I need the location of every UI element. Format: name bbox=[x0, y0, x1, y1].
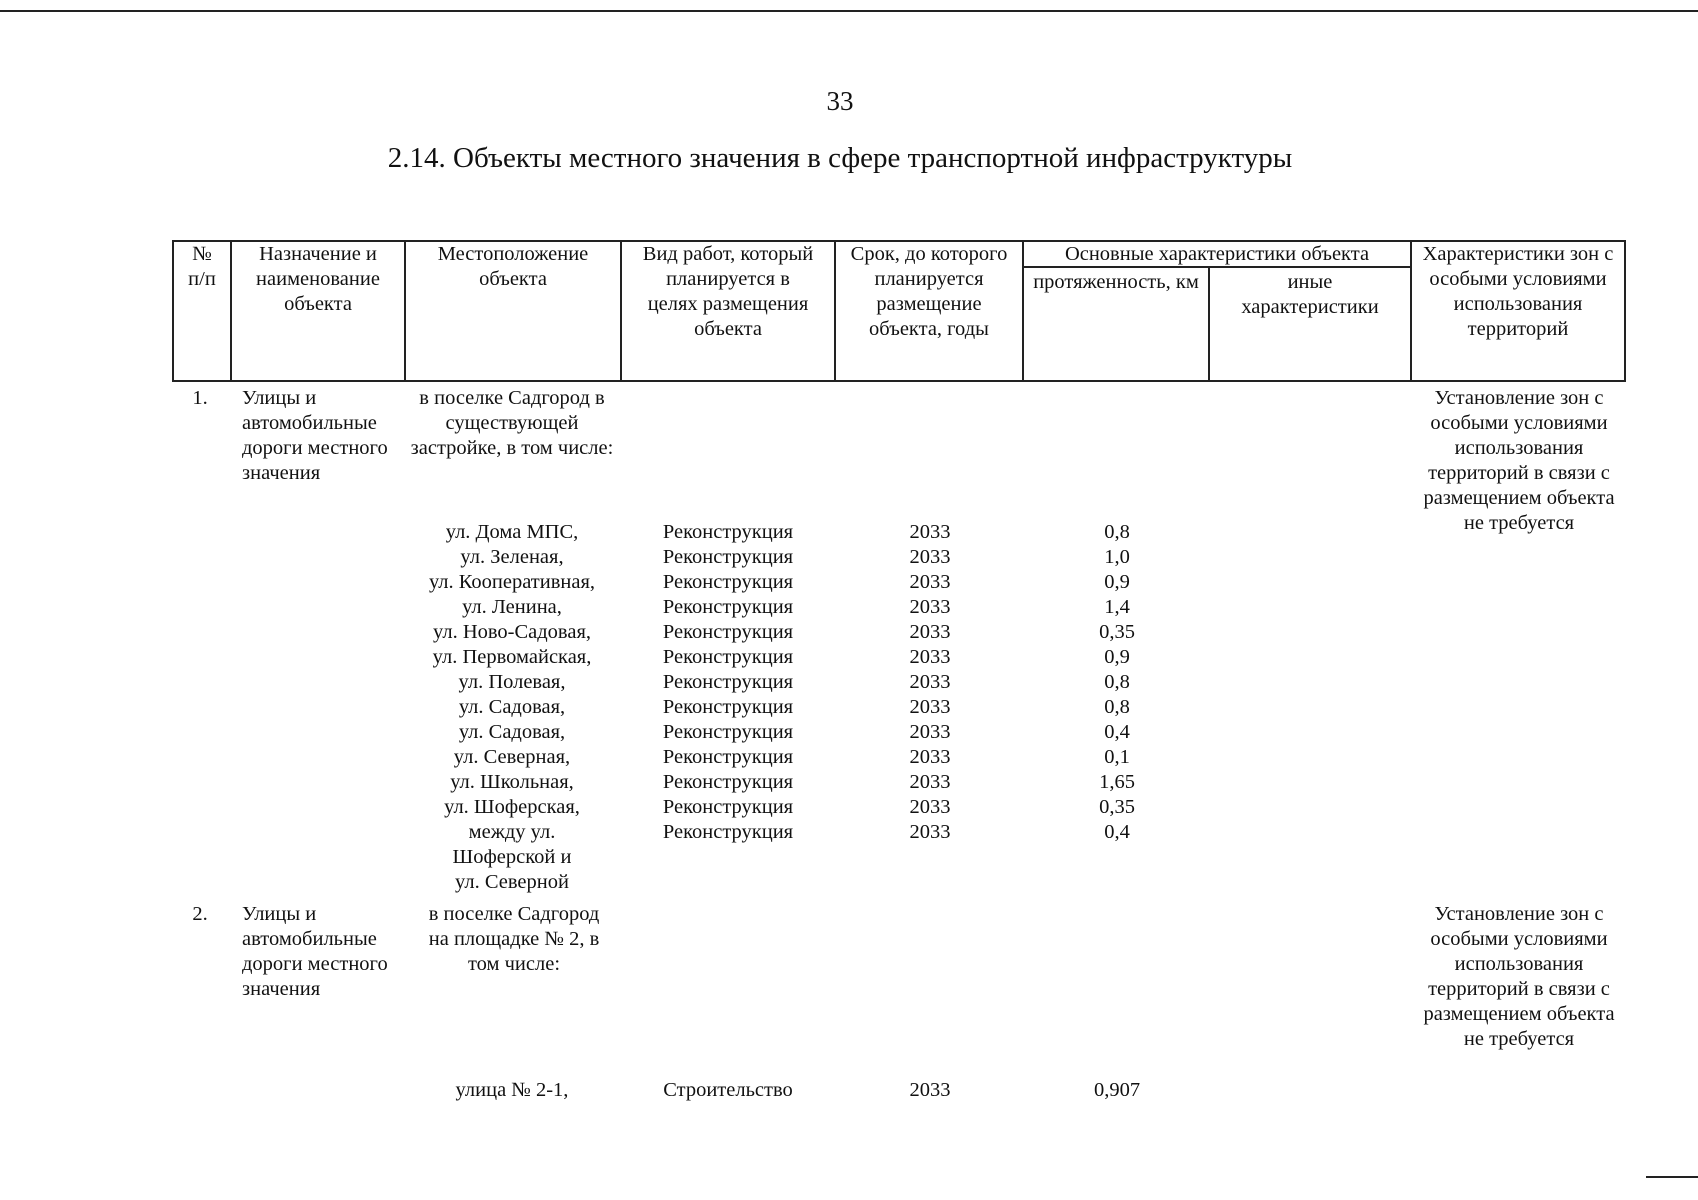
row-work: Строительство bbox=[663, 1079, 793, 1101]
row-length: 0,35 bbox=[1099, 796, 1135, 818]
row-term: 2033 bbox=[909, 821, 951, 843]
row-work: Реконструкция bbox=[662, 521, 794, 543]
row-work: Реконструкция bbox=[662, 646, 794, 668]
row-length: 0,4 bbox=[1104, 721, 1130, 743]
row-location: улица № 2-1, bbox=[455, 1079, 569, 1101]
table-row bbox=[404, 545, 1284, 570]
row-term: 2033 bbox=[909, 671, 951, 693]
row-length: 0,4 bbox=[1104, 821, 1130, 843]
row-location: ул. Дома МПС, bbox=[445, 521, 579, 543]
row-length: 1,4 bbox=[1104, 596, 1130, 618]
header-zones: Характеристики зон с особыми условиями использования территорий bbox=[1422, 243, 1614, 340]
row-length: 0,35 bbox=[1099, 621, 1135, 643]
header-location: Местоположение объекта bbox=[437, 243, 589, 290]
table-row bbox=[404, 820, 1284, 895]
object-name: Улицы и автомобильные дороги местного значения bbox=[242, 387, 388, 484]
row-work: Реконструкция bbox=[662, 771, 794, 793]
row-term: 2033 bbox=[909, 696, 951, 718]
row-term: 2033 bbox=[909, 771, 951, 793]
row-term: 2033 bbox=[909, 646, 951, 668]
row-number: 2. bbox=[192, 903, 208, 925]
row-length: 0,907 bbox=[1093, 1079, 1141, 1101]
header-main-characteristics: Основные характеристики объекта bbox=[1064, 243, 1370, 265]
zone-characteristics: Установление зон с особыми условиями использования территорий в связи с размещением объекта не требуется bbox=[1423, 903, 1615, 1050]
header-other: иные характеристики bbox=[1241, 271, 1379, 318]
row-term: 2033 bbox=[909, 746, 951, 768]
row-location: ул. Первомайская, bbox=[432, 646, 592, 668]
header-work: Вид работ, который планируется в целях размещения объекта bbox=[642, 243, 814, 340]
row-location: ул. Северная, bbox=[453, 746, 571, 768]
row-location: ул. Кооперативная, bbox=[428, 571, 596, 593]
object-location: в поселке Садгород в существующей застройке, в том числе: bbox=[410, 387, 614, 459]
row-work: Реконструкция bbox=[662, 821, 794, 843]
header-term: Срок, до которого планируется размещение объекта, годы bbox=[850, 243, 1008, 340]
table-row bbox=[404, 770, 1284, 795]
row-location: ул. Ленина, bbox=[462, 596, 562, 618]
table-row bbox=[404, 720, 1284, 745]
row-length: 0,8 bbox=[1104, 671, 1130, 693]
row-location: между ул. Шоферской и ул. Северной bbox=[452, 821, 572, 893]
row-location: ул. Зеленая, bbox=[460, 546, 564, 568]
header-name: Назначение и наименование объекта bbox=[256, 243, 380, 315]
row-location: ул. Ново-Садовая, bbox=[432, 621, 591, 643]
row-term: 2033 bbox=[909, 521, 951, 543]
row-term: 2033 bbox=[909, 546, 951, 568]
row-number: 1. bbox=[192, 387, 208, 409]
row-location: ул. Школьная, bbox=[450, 771, 574, 793]
row-term: 2033 bbox=[909, 721, 951, 743]
table-header bbox=[172, 240, 1626, 382]
row-work: Реконструкция bbox=[662, 721, 794, 743]
table-row bbox=[404, 595, 1284, 620]
row-work: Реконструкция bbox=[662, 796, 794, 818]
row-work: Реконструкция bbox=[662, 596, 794, 618]
row-term: 2033 bbox=[909, 1079, 951, 1101]
header-num: № п/п bbox=[188, 243, 216, 290]
row-location: ул. Садовая, bbox=[458, 696, 566, 718]
row-location: ул. Шоферская, bbox=[444, 796, 580, 818]
row-work: Реконструкция bbox=[662, 546, 794, 568]
row-length: 0,9 bbox=[1104, 571, 1130, 593]
table-row bbox=[404, 520, 1284, 545]
row-length: 0,9 bbox=[1104, 646, 1130, 668]
table-row bbox=[404, 795, 1284, 820]
row-work: Реконструкция bbox=[662, 696, 794, 718]
row-work: Реконструкция bbox=[662, 671, 794, 693]
row-location: ул. Полевая, bbox=[458, 671, 566, 693]
zone-characteristics: Установление зон с особыми условиями использования территорий в связи с размещением объекта не требуется bbox=[1423, 387, 1615, 534]
row-work: Реконструкция bbox=[662, 571, 794, 593]
table-row bbox=[404, 1078, 1284, 1103]
row-term: 2033 bbox=[909, 621, 951, 643]
row-term: 2033 bbox=[909, 596, 951, 618]
row-length: 0,8 bbox=[1104, 521, 1130, 543]
page-number: 33 bbox=[826, 86, 854, 116]
object-name: Улицы и автомобильные дороги местного значения bbox=[242, 903, 388, 1000]
header-length: протяженность, км bbox=[1033, 271, 1199, 293]
bottom-edge-mark bbox=[1646, 1176, 1698, 1178]
table-row bbox=[404, 570, 1284, 595]
row-length: 0,1 bbox=[1104, 746, 1130, 768]
row-term: 2033 bbox=[909, 571, 951, 593]
row-length: 0,8 bbox=[1104, 696, 1130, 718]
group-1-rows bbox=[404, 520, 1284, 895]
row-work: Реконструкция bbox=[662, 621, 794, 643]
table-row bbox=[404, 695, 1284, 720]
row-length: 1,65 bbox=[1099, 771, 1135, 793]
row-length: 1,0 bbox=[1104, 546, 1130, 568]
section-title: 2.14. Объекты местного значения в сфере транспортной инфраструктуры bbox=[387, 142, 1293, 174]
table-row bbox=[404, 670, 1284, 695]
table-row bbox=[404, 645, 1284, 670]
table-row bbox=[404, 745, 1284, 770]
row-term: 2033 bbox=[909, 796, 951, 818]
top-rule bbox=[0, 10, 1698, 12]
row-work: Реконструкция bbox=[662, 746, 794, 768]
group-2-rows bbox=[404, 1078, 1284, 1103]
table-row bbox=[404, 620, 1284, 645]
row-location: ул. Садовая, bbox=[458, 721, 566, 743]
object-location: в поселке Садгород на площадке № 2, в том числе: bbox=[428, 903, 600, 975]
